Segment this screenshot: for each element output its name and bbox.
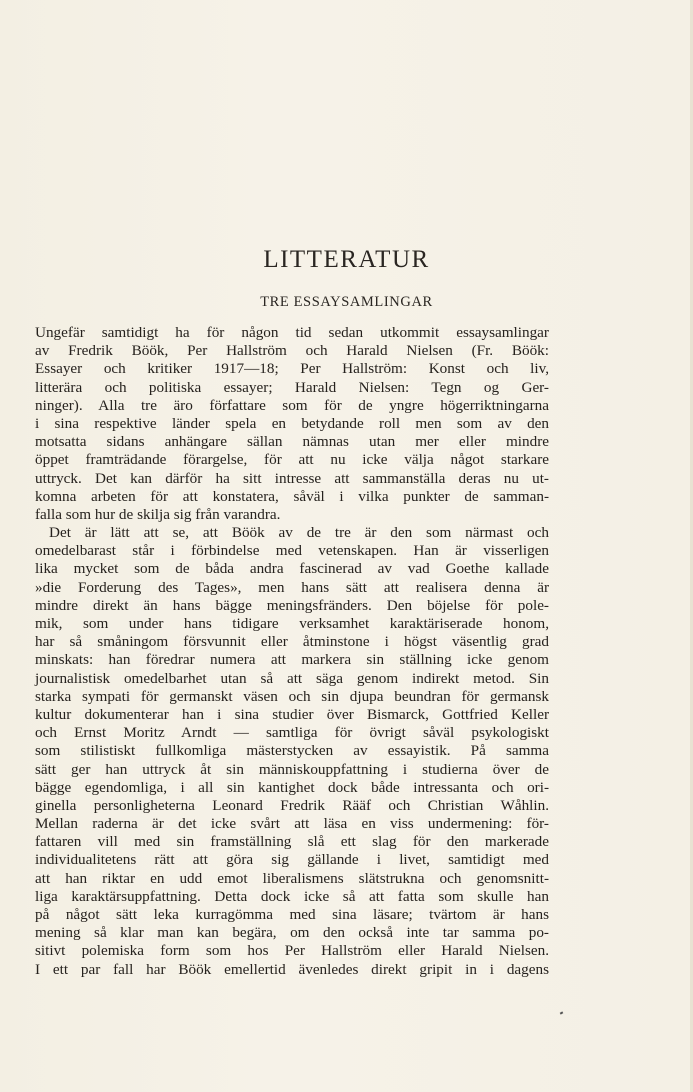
text-line: omedelbarast står i förbindelse med vetenskapen. Han är visserligen	[35, 542, 549, 560]
page-title: LITTERATUR	[263, 246, 430, 273]
section-subtitle: TRE ESSAYSAMLINGAR	[260, 294, 433, 310]
text-line: mening så klar man kan begära, om den också inte tar samma po-	[35, 924, 549, 942]
text-line: litterära och politiska essayer; Harald Nielsen: Tegn og Ger-	[35, 378, 549, 396]
text-line: ninger). Alla tre äro författare som för de yngre högerriktningarna	[35, 396, 549, 414]
text-line: på något sätt leka kurragömma med sina läsare; tvärtom är hans	[35, 906, 549, 923]
text-line: av Fredrik Böök, Per Hallström och Harald Nielsen (Fr. Böök:	[35, 342, 549, 360]
text-line: kultur dokumenterar han i sina studier över Bismarck, Gottfried Keller	[35, 705, 549, 723]
text-line: sätt ger han uttryck åt sin människouppfattning i studierna över de	[35, 760, 549, 778]
text-line: komna arbeten för att konstatera, såväl i vilka punkter de samman-	[35, 487, 549, 505]
text-line: har så småningom försvunnit eller åtminstone i högst väsentlig grad	[35, 633, 549, 651]
text-line: individualitetens rätt att göra sig gällande i livet, samtidigt med	[35, 851, 549, 869]
article-body	[35, 324, 549, 979]
text-line: Essayer och kritiker 1917—18; Per Hallström: Konst och liv,	[35, 360, 549, 378]
text-line: falla som hur de skilja sig från varandra.	[35, 505, 281, 523]
text-line: som stilistiskt fullkomliga mästerstycken av essayistik. På samma	[35, 742, 549, 760]
text-line: Det är lätt att se, att Böök av de tre är den som närmast och	[49, 524, 549, 542]
ink-speck	[560, 1011, 564, 1014]
text-line: Ungefär samtidigt ha för någon tid sedan utkommit essaysamlingar	[35, 324, 549, 341]
text-line: starka sympati för germanskt väsen och sin djupa beundran för germansk	[35, 687, 549, 705]
text-line: Mellan raderna är det icke svårt att läsa en viss undermening: för-	[35, 815, 549, 833]
text-line: lika mycket som de båda andra fascinerad av vad Goethe kallade	[35, 560, 549, 578]
text-line: sitivt polemiska form som hos Per Hallström eller Harald Nielsen.	[35, 942, 549, 960]
text-line: och Ernst Moritz Arndt — samtliga för övrigt såväl psykologiskt	[35, 724, 549, 742]
text-line: journalistisk omedelbarhet utan så att säga genom indirekt metod. Sin	[35, 669, 549, 687]
text-line: minskats: han föredrar numera att markera sin ställning icke genom	[35, 651, 549, 669]
text-line: fattaren vill med sin framställning slå ett slag för den markerade	[35, 833, 549, 851]
text-line: uttryck. Det kan därför ha sitt intresse att sammanställa deras nu ut-	[35, 469, 549, 487]
text-line: mindre direkt än hans bägge meningsfränders. Den böjelse för pole-	[35, 596, 549, 614]
text-line: »die Forderung des Tages», men hans sätt att realisera denna är	[35, 578, 549, 596]
text-line: motsatta sidans anhängare sällan nämnas utan mer eller mindre	[35, 433, 549, 451]
text-line: ginella personligheterna Leonard Fredrik Rääf och Christian Wåhlin.	[35, 796, 549, 814]
text-line: mik, som under hans tidigare verksamhet karaktäriserade honom,	[35, 615, 549, 632]
text-line: i sina respektive länder spela en betydande roll men som av den	[35, 414, 549, 432]
text-line: bägge egendomliga, i all sin kantighet dock både intressanta och ori-	[35, 778, 549, 796]
text-line: liga karaktärsuppfattning. Detta dock icke så att fatta som skulle han	[35, 887, 549, 905]
text-line: öppet framträdande förargelse, för att nu icke välja något starkare	[35, 451, 549, 469]
text-line: I ett par fall har Böök emellertid ävenledes direkt gripit in i dagens	[35, 960, 549, 978]
text-line: att han riktar en udd emot liberalismens slätstrukna och genomsnitt-	[35, 869, 549, 887]
